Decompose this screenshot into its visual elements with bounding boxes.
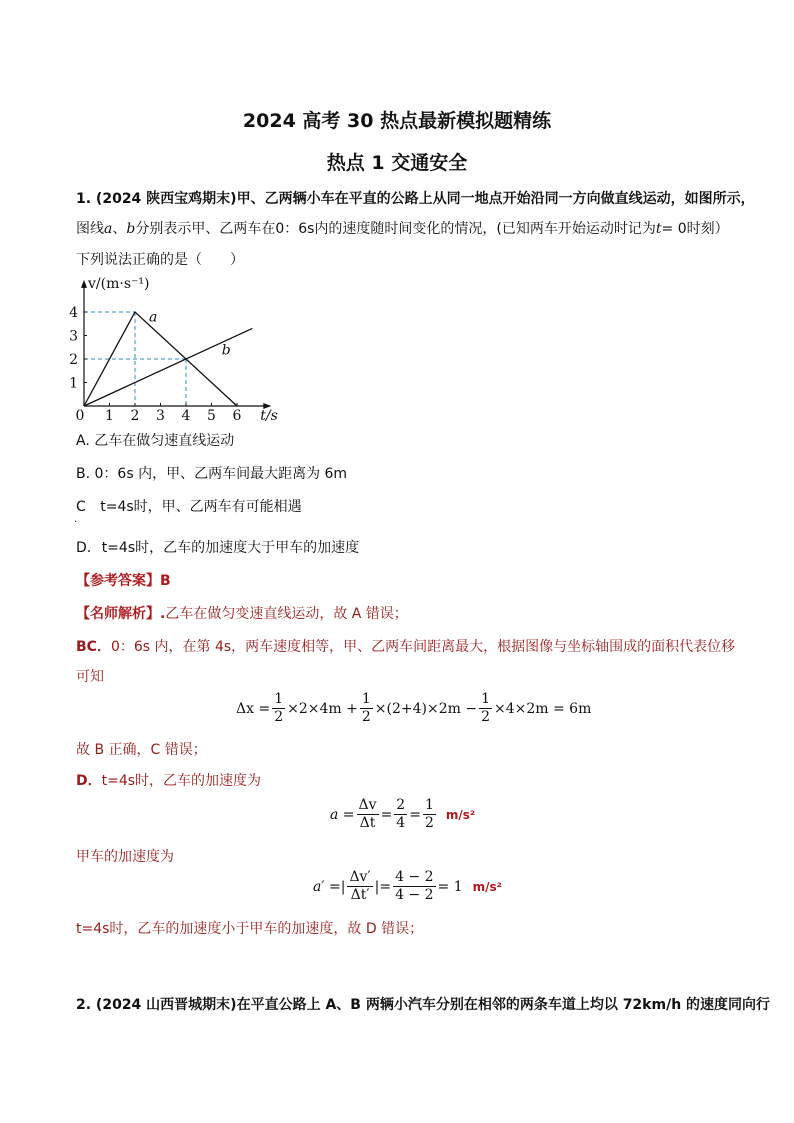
eq3-frac2 <box>393 869 435 904</box>
eq3-unit: m/s² <box>472 879 502 894</box>
page-title: 2024 高考 30 热点最新模拟题精练 <box>242 110 552 132</box>
d-text: t=4s时，乙车的加速度为 <box>101 773 262 789</box>
y-tick-label: 2 <box>69 352 78 368</box>
eq1-frac2 <box>360 691 373 726</box>
x-tick-label: 1 <box>105 408 114 424</box>
eq3-lhs: a′ =| <box>313 878 346 895</box>
velocity-time-chart <box>60 272 290 424</box>
frac-num: 1 <box>424 797 434 813</box>
eq2-lhs: a = <box>330 806 355 823</box>
frac-den: 2 <box>424 815 434 831</box>
x-axis-label: t/s <box>260 408 278 424</box>
series-label-b: b <box>221 342 231 359</box>
q1-stem-text: 、 <box>112 221 127 237</box>
frac-den: 2 <box>361 709 371 725</box>
q1-stem-text: 1. (2024 陕西宝鸡期末)甲、乙两辆小车在平直的公路上从同一地点开始沿同一方向做直线运动，如图所示， <box>76 191 755 207</box>
q1-stem-line2 <box>76 218 729 238</box>
option-c-dot: ． <box>74 514 84 525</box>
q1-stem-text: = 0时刻） <box>661 221 729 237</box>
y-axis-label: v/(m·s⁻¹) <box>88 276 150 292</box>
frac-num: 1 <box>361 691 371 707</box>
analysis-line1 <box>76 603 408 623</box>
x-tick-label: 4 <box>181 408 191 424</box>
equation-accel-b <box>330 797 475 832</box>
eq2-equals: = <box>409 806 421 823</box>
bc-text: 0：6s 内，在第 4s，两车速度相等，甲、乙两车间距离最大，根据图像与坐标轴围成的面积代表位移 <box>110 639 736 655</box>
answer-label: 【参考答案】 <box>76 573 160 589</box>
q1-stem-line3: 下列说法正确的是（ ） <box>76 252 244 268</box>
frac-num: Δv′ <box>349 869 371 885</box>
frac-num: Δv <box>358 797 377 813</box>
frac-den: Δt <box>359 815 376 831</box>
eq3-frac1 <box>347 869 372 904</box>
x-tick-label: 3 <box>156 408 165 424</box>
frac-den: 2 <box>481 709 490 725</box>
option-a: A. 乙车在做匀速直线运动 <box>76 433 235 449</box>
final-line: t=4s时，乙车的加速度小于甲车的加速度，故 D 错误； <box>76 921 424 937</box>
frac-den: 4 − 2 <box>395 887 434 903</box>
x-tick-label: 5 <box>207 408 216 424</box>
answer-value: B <box>160 573 171 589</box>
eq2-frac3 <box>423 797 436 832</box>
frac-num: 1 <box>481 691 490 707</box>
eq1-term2: ×(2+4)×2m − <box>374 700 478 717</box>
eq1-lhs: Δx = <box>236 700 271 717</box>
eq1-frac1 <box>272 691 285 726</box>
series-line-b <box>84 328 252 406</box>
eq1-term3: ×4×2m = 6m <box>493 700 592 717</box>
eq2-unit: m/s² <box>445 807 476 822</box>
y-tick-label: 4 <box>69 305 78 321</box>
y-tick-label: 1 <box>69 375 78 392</box>
q1-stem-text: 分别表示甲、乙两车在0：6s内的速度随时间变化的情况，(已知两车开始运动时记为 <box>135 221 656 237</box>
series-label-a: a <box>149 309 158 326</box>
analysis-label: 【名师解析】. <box>76 606 166 622</box>
eq2-frac1 <box>357 797 379 832</box>
answer-line <box>76 570 171 590</box>
q1-stem-line1 <box>76 188 755 208</box>
eq3-mid: |= <box>374 878 392 895</box>
jia-line: 甲车的加速度为 <box>76 849 174 865</box>
analysis-bc-line2: 可知 <box>76 669 104 685</box>
section-title: 热点 1 交通安全 <box>326 152 468 174</box>
eq1-term1: ×2×4m + <box>287 700 358 717</box>
q2-stem-line1: 2. (2024 山西晋城期末)在平直公路上 A、B 两辆小汽车分别在相邻的两条车道上均以 72km/h 的速度同向行 <box>76 997 771 1013</box>
option-c-text: t=4s时，甲、乙两车有可能相遇 <box>100 499 302 515</box>
option-c <box>76 496 302 516</box>
option-d-text: t=4s时，乙车的加速度大于甲车的加速度 <box>101 540 360 556</box>
option-d-label: D. <box>76 540 92 556</box>
frac-den: Δt′ <box>350 887 370 903</box>
q1-stem-text: 图线 <box>76 221 104 237</box>
frac-den: 4 <box>396 815 406 831</box>
var-b: b <box>126 221 136 237</box>
y-tick-label: 3 <box>69 328 78 345</box>
analysis-d-line <box>76 770 261 790</box>
equation-accel-a <box>313 869 502 904</box>
frac-num: 2 <box>396 797 406 813</box>
option-c-label: C <box>76 499 86 515</box>
analysis-bc-line <box>76 636 735 656</box>
frac-num: 4 − 2 <box>395 869 434 885</box>
eq3-rhs: = 1 <box>437 878 463 895</box>
y-axis-arrow <box>81 280 87 288</box>
chart-guides <box>84 312 186 406</box>
chart-axes <box>81 280 271 409</box>
d-label: D． <box>76 773 102 789</box>
eq1-frac3 <box>479 691 492 726</box>
option-d <box>76 537 359 557</box>
bc-label: BC． <box>76 639 111 655</box>
eq2-equals: = <box>380 806 393 823</box>
x-tick-label: 6 <box>232 408 242 424</box>
frac-num: 1 <box>274 691 284 707</box>
equation-displacement <box>236 691 591 726</box>
b-conclusion: 故 B 正确，C 错误； <box>76 742 207 758</box>
chart-labels <box>69 276 278 424</box>
option-b: B. 0：6s 内，甲、乙两车间最大距离为 6m <box>76 466 348 482</box>
var-t: t <box>655 221 662 237</box>
analysis-text: 乙车在做匀变速直线运动，故 A 错误； <box>165 606 408 622</box>
frac-den: 2 <box>274 709 284 725</box>
eq2-frac2 <box>394 797 407 832</box>
x-tick-label: 2 <box>130 408 140 424</box>
var-a: a <box>104 221 113 237</box>
x-tick-label: 0 <box>75 408 85 424</box>
